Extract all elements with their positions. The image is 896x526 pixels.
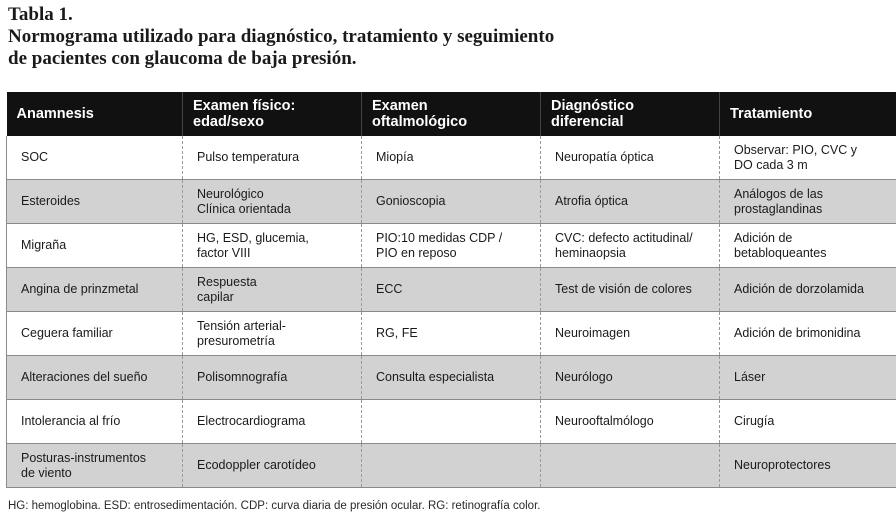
table-cell: Neuropatía óptica [541,136,720,180]
table-row [7,400,896,444]
table-cell: Neuroimagen [541,312,720,356]
header-examen-fisico: Examen físico: edad/sexo [183,92,362,136]
table-cell: Láser [720,356,896,400]
table-row [7,356,896,400]
table-cell: Atrofia óptica [541,180,720,224]
table-cell [362,400,541,444]
table-cell: Angina de prinzmetal [7,268,183,312]
table-cell: Migraña [7,224,183,268]
table-cell: Ecodoppler carotídeo [183,444,362,488]
nomogram-table [6,92,896,488]
table-cell [541,444,720,488]
table-cell: RG, FE [362,312,541,356]
table-cell: HG, ESD, glucemia, factor VIII [183,224,362,268]
header-examen-oftalmologico: Examen oftalmológico [362,92,541,136]
table-row [7,444,896,488]
table-cell: Esteroides [7,180,183,224]
table-cell: Intolerancia al frío [7,400,183,444]
table-cell: Miopía [362,136,541,180]
table-cell: Neurooftalmólogo [541,400,720,444]
table-title-line-2: de pacientes con glaucoma de baja presión. [8,48,357,69]
header-row [7,92,896,136]
table-cell: Ceguera familiar [7,312,183,356]
table-cell: Análogos de las prostaglandinas [720,180,896,224]
table-cell: Neurológico Clínica orientada [183,180,362,224]
table-cell: SOC [7,136,183,180]
table-row [7,224,896,268]
table-footnote: HG: hemoglobina. ESD: entrosedimentación. CDP: curva diaria de presión ocular. RG: retinografía color. [8,500,541,512]
table-cell: Observar: PIO, CVC y DO cada 3 m [720,136,896,180]
table-cell: Adición de dorzolamida [720,268,896,312]
table-cell: Posturas-instrumentos de viento [7,444,183,488]
table-cell: Alteraciones del sueño [7,356,183,400]
table-row [7,312,896,356]
table-cell: Tensión arterial- presurometría [183,312,362,356]
header-anamnesis: Anamnesis [7,92,183,136]
table-caption [8,4,888,70]
table-cell: Adición de betabloqueantes [720,224,896,268]
table-cell: Consulta especialista [362,356,541,400]
table-cell: CVC: defecto actitudinal/ heminaopsia [541,224,720,268]
table-label: Tabla 1. [8,4,73,25]
table-cell: Neurólogo [541,356,720,400]
table-cell: Electrocardiograma [183,400,362,444]
table-cell: ECC [362,268,541,312]
table-cell [362,444,541,488]
table-cell: Neuroprotectores [720,444,896,488]
header-tratamiento: Tratamiento [720,92,896,136]
table-row [7,180,896,224]
table-cell: Cirugía [720,400,896,444]
table-cell: Test de visión de colores [541,268,720,312]
table-cell: Pulso temperatura [183,136,362,180]
table-title-line-1: Normograma utilizado para diagnóstico, tratamiento y seguimiento [8,26,555,47]
table-cell: Adición de brimonidina [720,312,896,356]
header-diagnostico-diferencial: Diagnóstico diferencial [541,92,720,136]
table-cell: Respuesta capilar [183,268,362,312]
table-cell: Polisomnografía [183,356,362,400]
table-row [7,136,896,180]
table-row [7,268,896,312]
table-cell: PIO:10 medidas CDP / PIO en reposo [362,224,541,268]
table-cell: Gonioscopia [362,180,541,224]
